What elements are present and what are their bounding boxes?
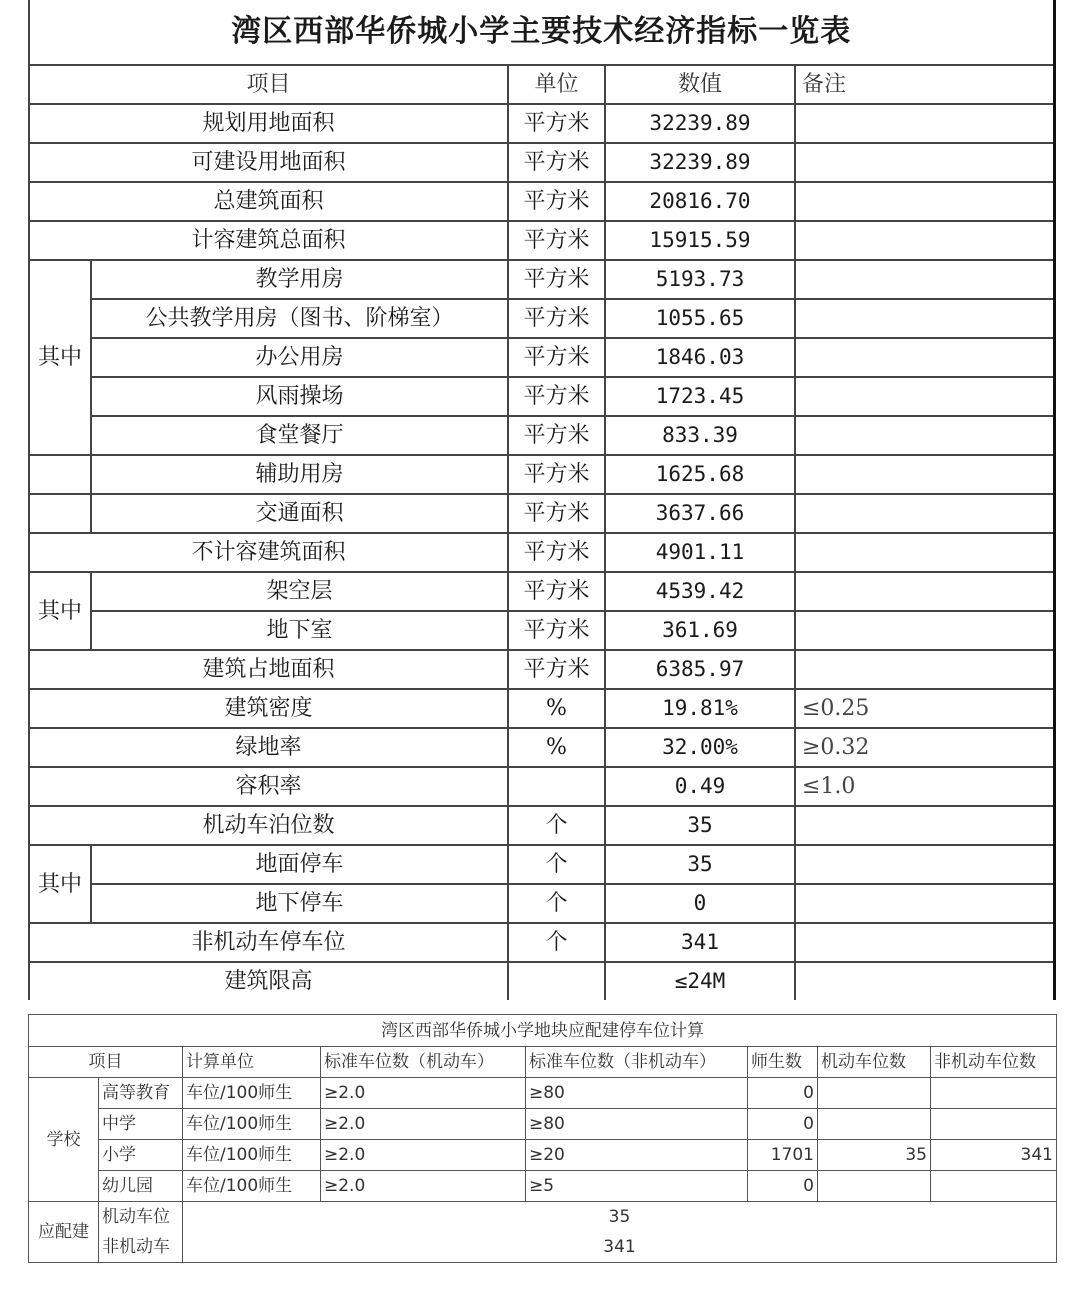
motor-count: 35 bbox=[818, 1140, 931, 1171]
row-unit: 平方米 bbox=[508, 572, 605, 611]
required-row bbox=[29, 1202, 1057, 1233]
parking-table-title: 湾区西部华侨城小学地块应配建停车位计算 bbox=[29, 1015, 1057, 1047]
row-note bbox=[795, 845, 1054, 884]
row-value: 20816.70 bbox=[605, 182, 795, 221]
technical-indicators-table bbox=[28, 0, 1053, 1000]
row-value: 3637.66 bbox=[605, 494, 795, 533]
table-row bbox=[29, 416, 1054, 455]
school-type: 高等教育 bbox=[99, 1078, 183, 1109]
row-value: 1055.65 bbox=[605, 299, 795, 338]
parking-row bbox=[29, 1109, 1057, 1140]
group-label: 其中 bbox=[29, 260, 91, 455]
table-row bbox=[29, 728, 1054, 767]
row-note bbox=[795, 494, 1054, 533]
parking-row bbox=[29, 1171, 1057, 1202]
row-value: 4901.11 bbox=[605, 533, 795, 572]
row-item: 教学用房 bbox=[91, 260, 508, 299]
row-item: 地面停车 bbox=[91, 845, 508, 884]
motor-count bbox=[818, 1078, 931, 1109]
row-note bbox=[795, 611, 1054, 650]
row-value: 1846.03 bbox=[605, 338, 795, 377]
row-value: 1723.45 bbox=[605, 377, 795, 416]
group-empty bbox=[29, 494, 91, 533]
row-unit: 平方米 bbox=[508, 182, 605, 221]
row-value: ≤24M bbox=[605, 962, 795, 1000]
row-unit: 平方米 bbox=[508, 221, 605, 260]
row-unit: 平方米 bbox=[508, 455, 605, 494]
header-unit: 单位 bbox=[508, 65, 605, 104]
parking-header-row bbox=[29, 1047, 1057, 1078]
row-unit: % bbox=[508, 689, 605, 728]
calc-unit: 车位/100师生 bbox=[183, 1171, 321, 1202]
row-note bbox=[795, 533, 1054, 572]
row-item: 不计容建筑面积 bbox=[29, 533, 508, 572]
row-value: 0.49 bbox=[605, 767, 795, 806]
row-value: 35 bbox=[605, 806, 795, 845]
table-row bbox=[29, 533, 1054, 572]
row-note: ≤1.0 bbox=[795, 767, 1054, 806]
row-value: 5193.73 bbox=[605, 260, 795, 299]
table-row bbox=[29, 104, 1054, 143]
table-row bbox=[29, 143, 1054, 182]
row-unit bbox=[508, 767, 605, 806]
parking-row bbox=[29, 1078, 1057, 1109]
row-note bbox=[795, 884, 1054, 923]
row-item: 办公用房 bbox=[91, 338, 508, 377]
table-row bbox=[29, 962, 1054, 1000]
row-value: 341 bbox=[605, 923, 795, 962]
row-note bbox=[795, 572, 1054, 611]
row-note bbox=[795, 377, 1054, 416]
row-note bbox=[795, 299, 1054, 338]
header-std-motor: 标准车位数（机动车） bbox=[321, 1047, 526, 1078]
required-row bbox=[29, 1232, 1057, 1263]
table-row bbox=[29, 767, 1054, 806]
row-note bbox=[795, 143, 1054, 182]
group-label: 其中 bbox=[29, 572, 91, 650]
motor-count bbox=[818, 1109, 931, 1140]
row-item: 架空层 bbox=[91, 572, 508, 611]
std-motor: ≥2.0 bbox=[321, 1078, 526, 1109]
row-unit: 平方米 bbox=[508, 494, 605, 533]
row-item: 建筑占地面积 bbox=[29, 650, 508, 689]
row-value: 35 bbox=[605, 845, 795, 884]
row-note bbox=[795, 338, 1054, 377]
group-label-school: 学校 bbox=[29, 1078, 99, 1202]
header-note: 备注 bbox=[795, 65, 1054, 104]
row-item: 可建设用地面积 bbox=[29, 143, 508, 182]
std-nonmotor: ≥80 bbox=[526, 1078, 748, 1109]
people-count: 0 bbox=[748, 1078, 818, 1109]
required-nonmotor-label: 非机动车 bbox=[99, 1232, 183, 1263]
row-item: 辅助用房 bbox=[91, 455, 508, 494]
row-item: 地下停车 bbox=[91, 884, 508, 923]
header-nonmotor: 非机动车位数 bbox=[931, 1047, 1057, 1078]
row-unit: % bbox=[508, 728, 605, 767]
table-row bbox=[29, 845, 1054, 884]
row-value: 15915.59 bbox=[605, 221, 795, 260]
row-value: 4539.42 bbox=[605, 572, 795, 611]
row-value: 833.39 bbox=[605, 416, 795, 455]
row-item: 交通面积 bbox=[91, 494, 508, 533]
row-item: 计容建筑总面积 bbox=[29, 221, 508, 260]
row-unit: 平方米 bbox=[508, 533, 605, 572]
school-type: 小学 bbox=[99, 1140, 183, 1171]
table-row bbox=[29, 182, 1054, 221]
row-item: 总建筑面积 bbox=[29, 182, 508, 221]
row-note bbox=[795, 221, 1054, 260]
header-motor: 机动车位数 bbox=[818, 1047, 931, 1078]
table-row bbox=[29, 611, 1054, 650]
row-note: ≥0.32 bbox=[795, 728, 1054, 767]
table-row bbox=[29, 923, 1054, 962]
row-item: 绿地率 bbox=[29, 728, 508, 767]
row-item: 风雨操场 bbox=[91, 377, 508, 416]
row-value: 0 bbox=[605, 884, 795, 923]
row-unit: 个 bbox=[508, 923, 605, 962]
row-unit bbox=[508, 962, 605, 1000]
std-motor: ≥2.0 bbox=[321, 1140, 526, 1171]
school-type: 幼儿园 bbox=[99, 1171, 183, 1202]
row-unit: 平方米 bbox=[508, 104, 605, 143]
row-unit: 个 bbox=[508, 884, 605, 923]
row-unit: 平方米 bbox=[508, 299, 605, 338]
calc-unit: 车位/100师生 bbox=[183, 1140, 321, 1171]
std-nonmotor: ≥80 bbox=[526, 1109, 748, 1140]
row-note bbox=[795, 962, 1054, 1000]
table-row bbox=[29, 260, 1054, 299]
table-row bbox=[29, 455, 1054, 494]
people-count: 0 bbox=[748, 1171, 818, 1202]
table-row bbox=[29, 494, 1054, 533]
row-unit: 个 bbox=[508, 806, 605, 845]
table-row bbox=[29, 650, 1054, 689]
table-row bbox=[29, 884, 1054, 923]
std-nonmotor: ≥5 bbox=[526, 1171, 748, 1202]
motor-count bbox=[818, 1171, 931, 1202]
row-value: 1625.68 bbox=[605, 455, 795, 494]
row-item: 规划用地面积 bbox=[29, 104, 508, 143]
std-motor: ≥2.0 bbox=[321, 1109, 526, 1140]
row-note bbox=[795, 260, 1054, 299]
nonmotor-count: 341 bbox=[931, 1140, 1057, 1171]
calc-unit: 车位/100师生 bbox=[183, 1109, 321, 1140]
row-item: 公共教学用房（图书、阶梯室） bbox=[91, 299, 508, 338]
table-row bbox=[29, 221, 1054, 260]
table-row bbox=[29, 806, 1054, 845]
row-note bbox=[795, 455, 1054, 494]
people-count: 0 bbox=[748, 1109, 818, 1140]
parking-calculation-table bbox=[28, 1014, 1056, 1263]
row-unit: 平方米 bbox=[508, 650, 605, 689]
row-note bbox=[795, 104, 1054, 143]
row-item: 建筑密度 bbox=[29, 689, 508, 728]
table-header-row bbox=[29, 65, 1054, 104]
row-value: 6385.97 bbox=[605, 650, 795, 689]
row-value: 32.00% bbox=[605, 728, 795, 767]
table-title: 湾区西部华侨城小学主要技术经济指标一览表 bbox=[29, 0, 1054, 65]
nonmotor-count bbox=[931, 1078, 1057, 1109]
header-people: 师生数 bbox=[748, 1047, 818, 1078]
table-row bbox=[29, 299, 1054, 338]
table-row bbox=[29, 338, 1054, 377]
table-row bbox=[29, 572, 1054, 611]
row-unit: 平方米 bbox=[508, 416, 605, 455]
row-note bbox=[795, 923, 1054, 962]
header-value: 数值 bbox=[605, 65, 795, 104]
group-label: 其中 bbox=[29, 845, 91, 923]
header-calc-unit: 计算单位 bbox=[183, 1047, 321, 1078]
parking-row bbox=[29, 1140, 1057, 1171]
table-row bbox=[29, 377, 1054, 416]
header-item: 项目 bbox=[29, 65, 508, 104]
row-note bbox=[795, 182, 1054, 221]
row-note bbox=[795, 416, 1054, 455]
row-unit: 平方米 bbox=[508, 143, 605, 182]
row-item: 建筑限高 bbox=[29, 962, 508, 1000]
header-std-nonmotor: 标准车位数（非机动车） bbox=[526, 1047, 748, 1078]
calc-unit: 车位/100师生 bbox=[183, 1078, 321, 1109]
row-unit: 平方米 bbox=[508, 338, 605, 377]
row-unit: 平方米 bbox=[508, 260, 605, 299]
required-motor-label: 机动车位 bbox=[99, 1202, 183, 1233]
row-item: 容积率 bbox=[29, 767, 508, 806]
row-unit: 平方米 bbox=[508, 611, 605, 650]
table-row bbox=[29, 689, 1054, 728]
row-value: 361.69 bbox=[605, 611, 795, 650]
row-value: 32239.89 bbox=[605, 104, 795, 143]
row-value: 19.81% bbox=[605, 689, 795, 728]
school-type: 中学 bbox=[99, 1109, 183, 1140]
row-unit: 个 bbox=[508, 845, 605, 884]
row-item: 地下室 bbox=[91, 611, 508, 650]
required-nonmotor-value: 341 bbox=[183, 1232, 1057, 1263]
required-label: 应配建 bbox=[29, 1202, 99, 1263]
required-motor-value: 35 bbox=[183, 1202, 1057, 1233]
group-empty bbox=[29, 455, 91, 494]
std-motor: ≥2.0 bbox=[321, 1171, 526, 1202]
nonmotor-count bbox=[931, 1171, 1057, 1202]
row-item: 食堂餐厅 bbox=[91, 416, 508, 455]
nonmotor-count bbox=[931, 1109, 1057, 1140]
row-value: 32239.89 bbox=[605, 143, 795, 182]
people-count: 1701 bbox=[748, 1140, 818, 1171]
row-item: 非机动车停车位 bbox=[29, 923, 508, 962]
row-item: 机动车泊位数 bbox=[29, 806, 508, 845]
row-note bbox=[795, 806, 1054, 845]
row-note bbox=[795, 650, 1054, 689]
row-note: ≤0.25 bbox=[795, 689, 1054, 728]
std-nonmotor: ≥20 bbox=[526, 1140, 748, 1171]
header-item: 项目 bbox=[29, 1047, 183, 1078]
row-unit: 平方米 bbox=[508, 377, 605, 416]
